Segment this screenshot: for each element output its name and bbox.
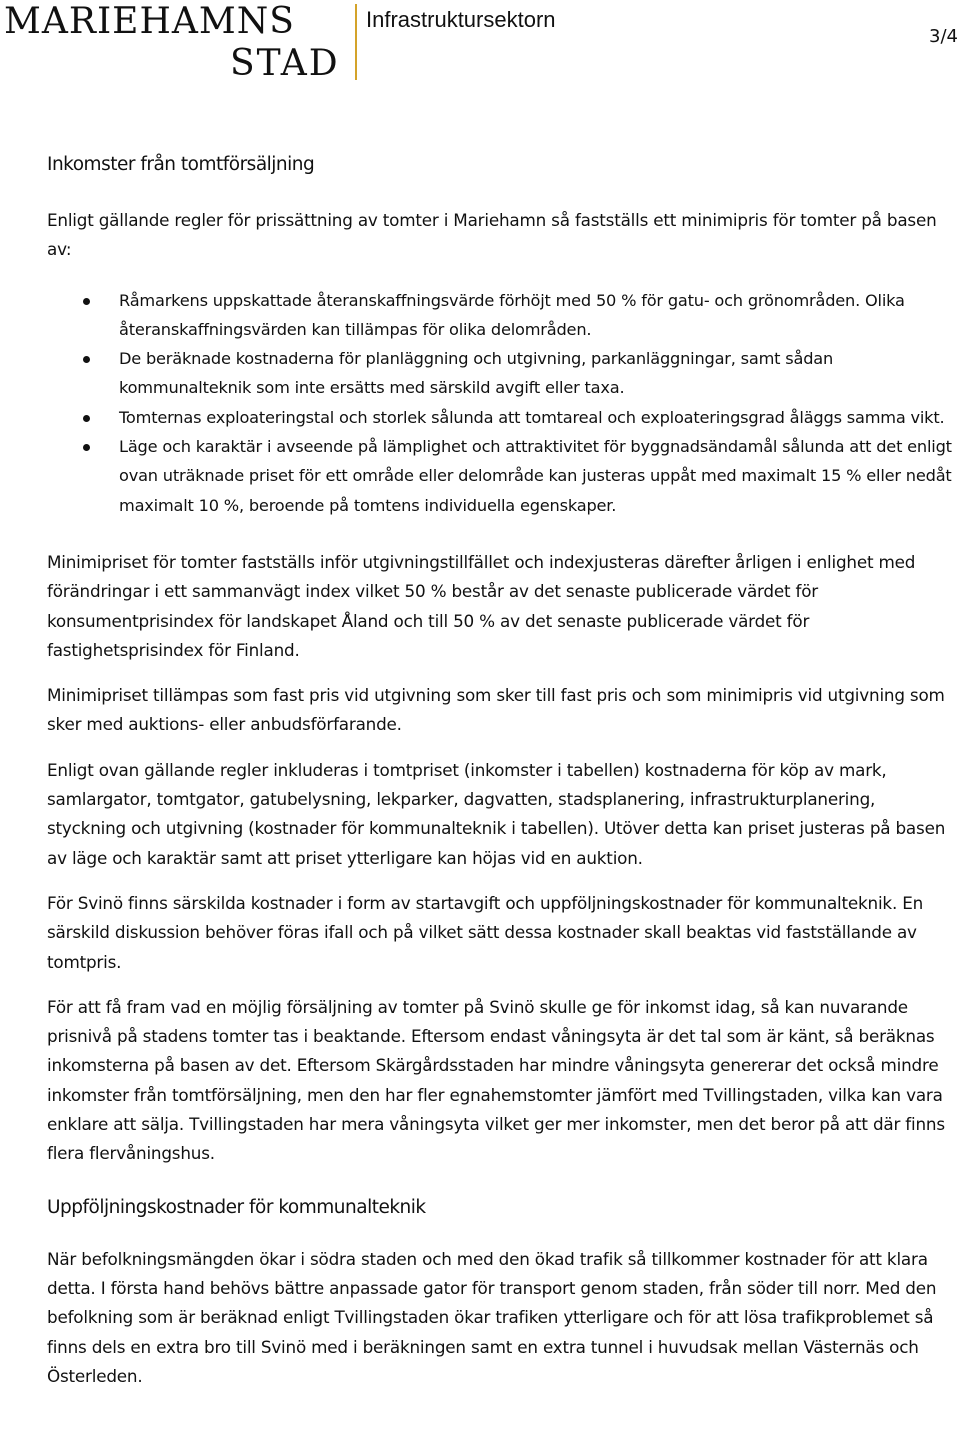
list-item-text: De beräknade kostnaderna för planläggning och utgivning, parkanläggningar, samt sådan kommunalteknik som inte ersätts med särskild avgift eller taxa. bbox=[119, 349, 834, 398]
list-item bbox=[47, 432, 955, 520]
logo-text-line2: STAD bbox=[230, 43, 340, 84]
logo-text-line1: MARIEHAMNS bbox=[4, 1, 295, 42]
paragraph-fixed-price: Minimipriset tillämpas som fast pris vid utgivning som sker till fast pris och som minimipris vid utgivning som sker med auktions- eller anbudsförfarande. bbox=[47, 685, 945, 735]
pricing-criteria-list bbox=[47, 286, 955, 520]
page-header bbox=[0, 0, 960, 90]
paragraph-traffic: När befolkningsmängden ökar i södra staden och med den ökad trafik så tillkommer kostnader för att klara detta. I första hand behövs bättre anpassade gator för transport genom staden, från söder till norr. Med den befolkning som är beräknad enligt Tvillingstaden ökar trafiken ytterligare och för att lösa trafikproblemet så finns dels en extra bro till Svinö med i beräkningen samt en extra tunnel i huvudsak mellan Västernäs och Österleden. bbox=[47, 1248, 937, 1386]
list-item bbox=[47, 286, 955, 345]
intro-paragraph: Enligt gällande regler för prissättning av tomter i Mariehamn så fastställs ett minimipris för tomter på basen av: bbox=[47, 210, 937, 260]
section-heading-followup-costs: Uppföljningskostnader för kommunalteknik bbox=[47, 1196, 426, 1218]
list-item-text: Tomternas exploateringstal och storlek sålunda att tomtareal och exploateringsgrad åläggs samma vikt. bbox=[119, 407, 945, 427]
paragraph-svino-costs: För Svinö finns särskilda kostnader i form av startavgift och uppföljningskostnader för kommunalteknik. En särskild diskussion behöver föras ifall och på vilket sätt dessa kostnader skall beaktas vid fastställande av tomtpris. bbox=[47, 892, 924, 972]
mariehamns-stad-logo bbox=[4, 2, 354, 84]
logo-divider bbox=[355, 4, 357, 80]
document-body bbox=[47, 152, 955, 1391]
bullet-icon bbox=[83, 356, 90, 363]
list-item bbox=[47, 344, 955, 403]
sector-title: Infrastruktursektorn bbox=[366, 7, 556, 32]
list-item-text: Råmarkens uppskattade återanskaffningsvärde förhöjt med 50 % för gatu- och grönområden. Olika återanskaffningsvärden kan tillämpas för olika delområden. bbox=[119, 290, 905, 339]
paragraph-index-adjustment: Minimipriset för tomter fastställs inför utgivningstillfället och indexjusteras därefter årligen i enlighet med förändringar i ett sammanvägt index vilket 50 % består av det senaste publicerade värdet för konsumentprisindex för landskapet Åland och till 50 % av det senaste publicerade värdet för fastighetsprisindex för Finland. bbox=[47, 551, 916, 660]
bullet-icon bbox=[83, 415, 90, 422]
bullet-icon bbox=[83, 298, 90, 305]
list-item-text: Läge och karaktär i avseende på lämplighet och attraktivitet för byggnadsändamål sålunda att det enligt ovan uträknade priset för ett område eller delområde kan justeras uppåt med maximalt 15 % eller nedåt maximalt 10 %, beroende på tomtens individuella egenskaper. bbox=[119, 437, 952, 515]
section-heading-income: Inkomster från tomtförsäljning bbox=[47, 154, 315, 175]
paragraph-price-components: Enligt ovan gällande regler inkluderas i tomtpriset (inkomster i tabellen) kostnaderna för köp av mark, samlargator, tomtgator, gatubelysning, lekparker, dagvatten, stadsplanering, infrastrukturplanering, styckning och utgivning (kostnader för kommunalteknik i tabellen). Utöver detta kan priset justeras på basen av läge och karaktär samt att priset ytterligare kan höjas vid en auktion. bbox=[47, 759, 946, 868]
bullet-icon bbox=[83, 444, 90, 451]
list-item bbox=[47, 403, 955, 432]
paragraph-svino-income: För att få fram vad en möjlig försäljning av tomter på Svinö skulle ge för inkomst idag, så kan nuvarande prisnivå på stadens tomter tas i beaktande. Eftersom endast våningsyta är det tal som är känt, så beräknas inkomsterna på basen av det. Eftersom Skärgårdsstaden har mindre våningsyta genererar det också mindre inkomster från tomtförsäljning, men den har fler egnahemstomter jämfört med Tvillingstaden, vilka kan vara enklare att sälja. Tvillingstaden har mera våningsyta vilket ger mer inkomster, men det beror på att där finns flera flervåningshus. bbox=[47, 996, 945, 1164]
page-number: 3/4 bbox=[929, 26, 958, 47]
